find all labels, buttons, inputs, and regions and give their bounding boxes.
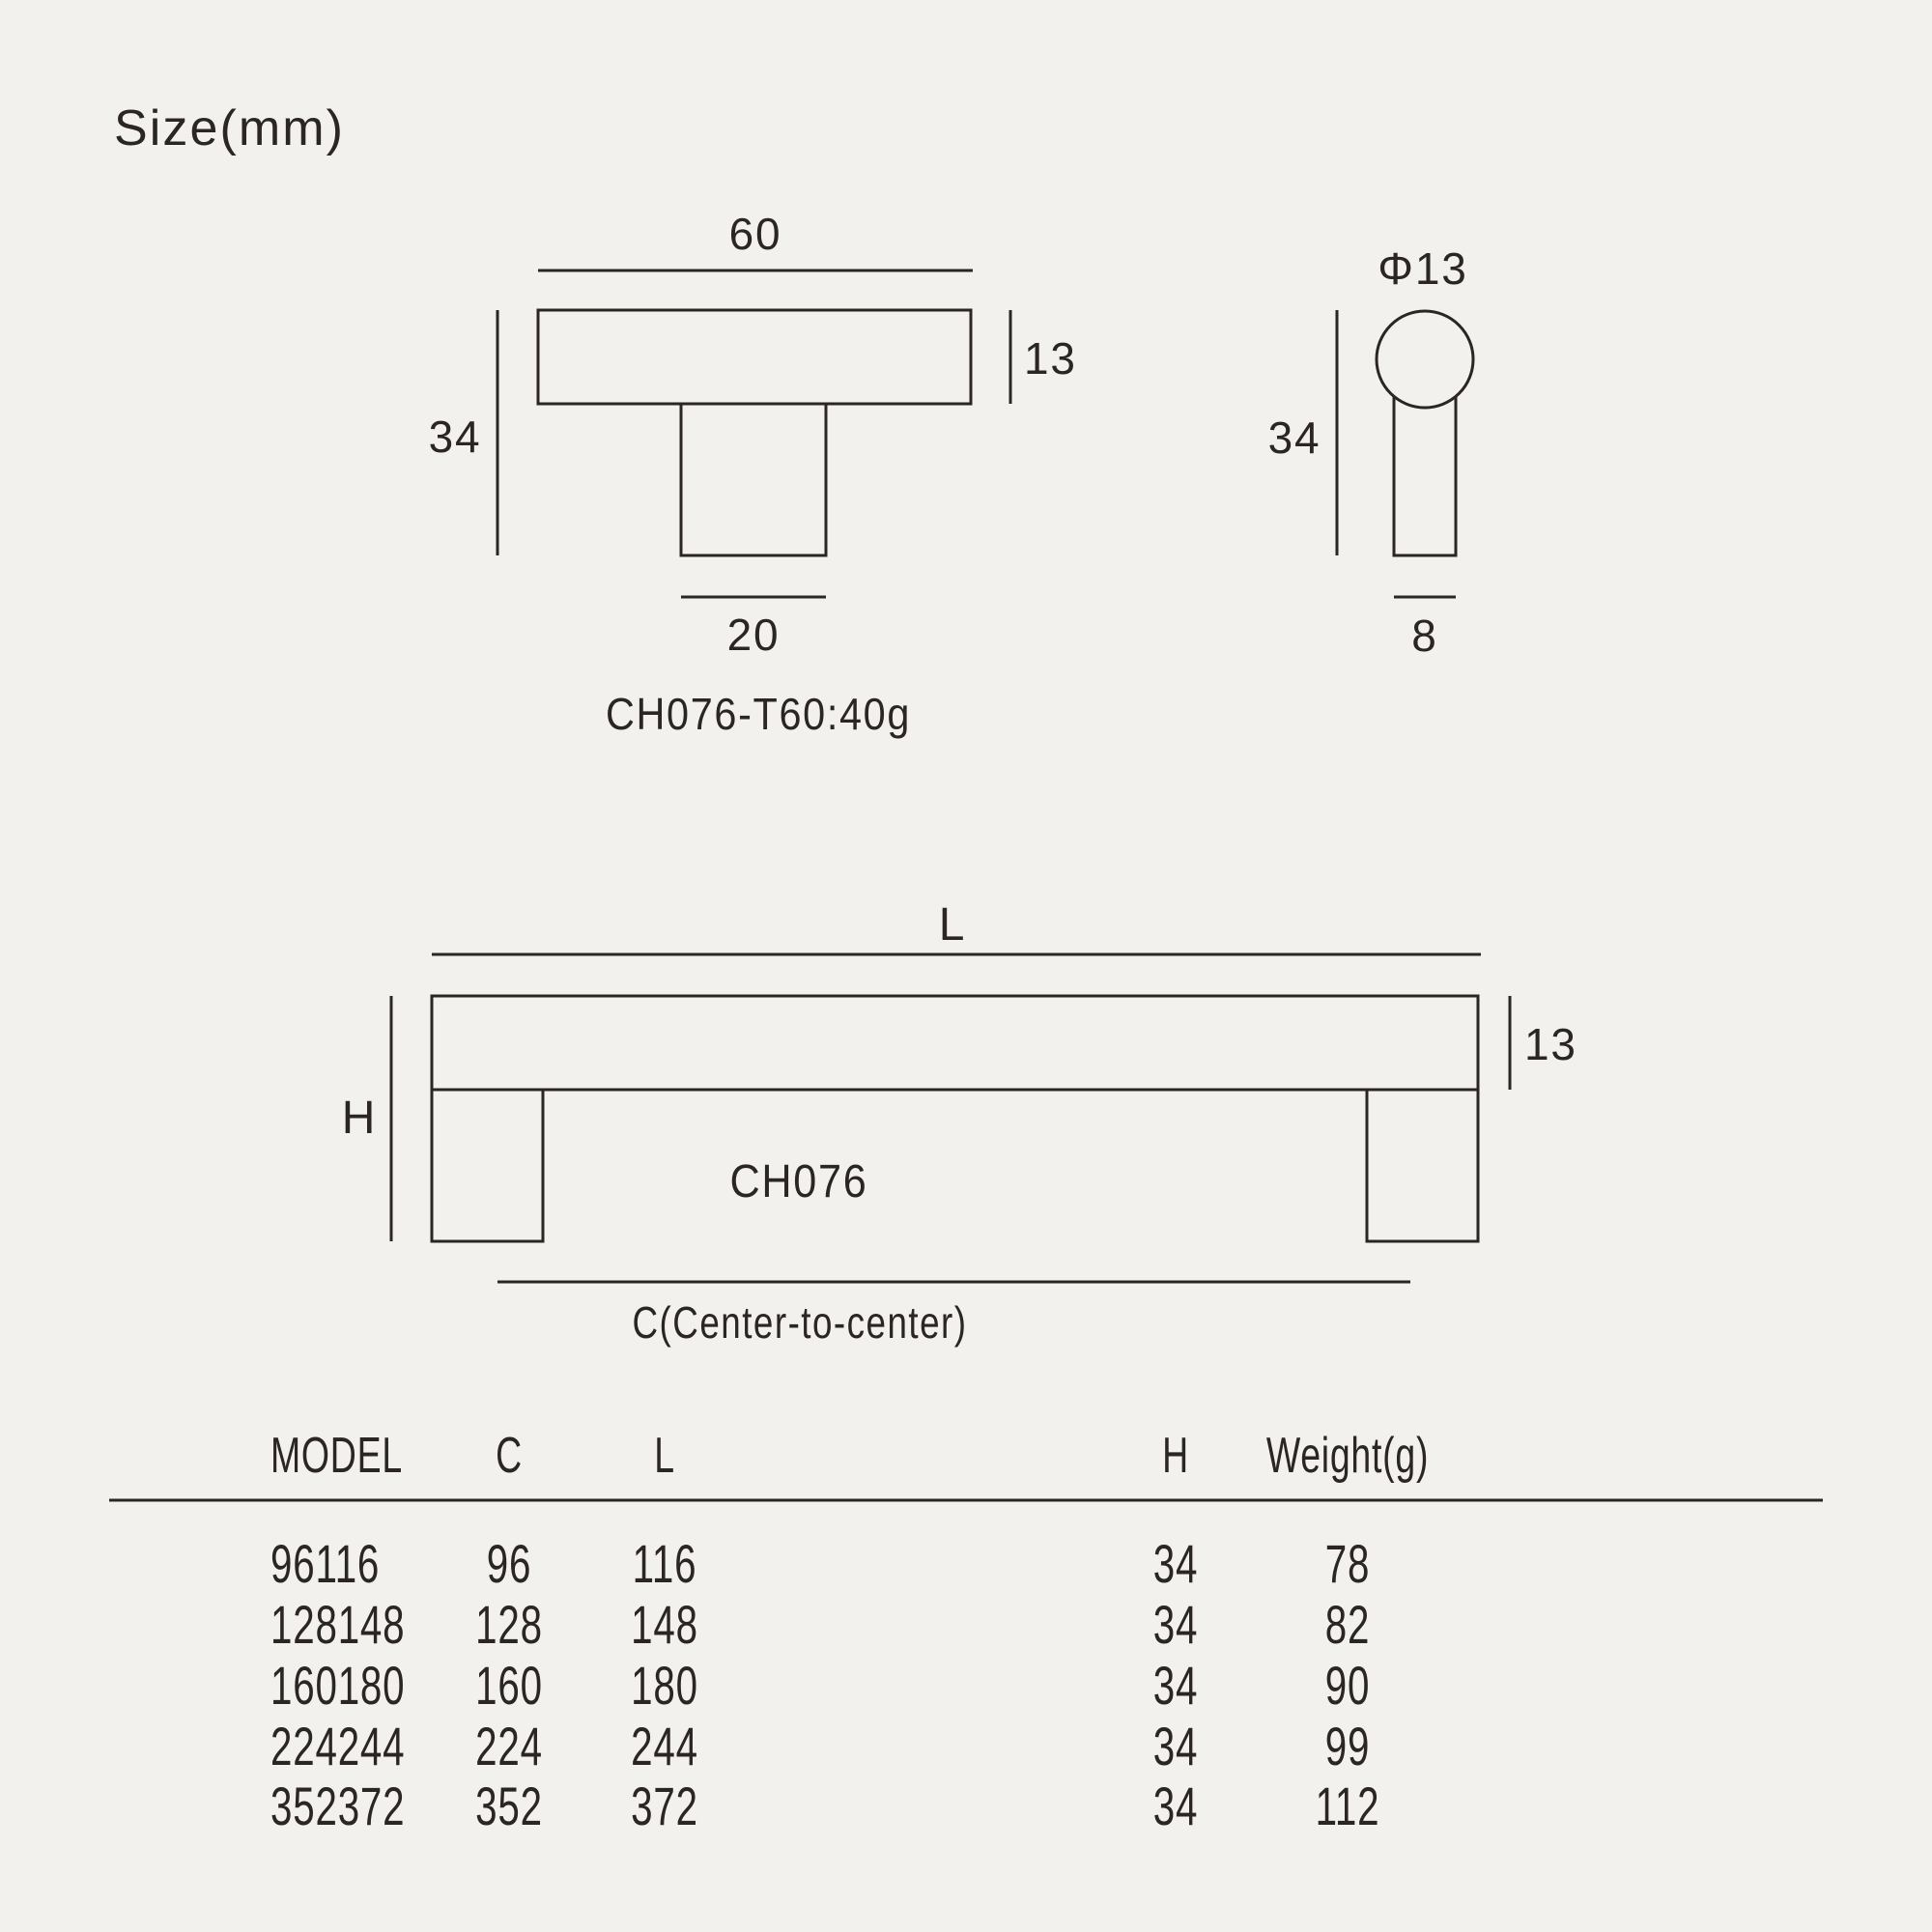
table-header-l: L	[654, 1428, 675, 1484]
cell-h: 34	[1152, 1776, 1199, 1836]
knob-stem-outline	[681, 404, 826, 555]
knob-diameter-label: Φ13	[1378, 243, 1468, 294]
cell-l: 180	[631, 1655, 698, 1716]
knob-side-height-label: 34	[1267, 412, 1321, 463]
cell-h: 34	[1152, 1716, 1199, 1776]
knob-caption: CH076-T60:40g	[605, 689, 912, 739]
cell-l: 372	[631, 1776, 698, 1836]
table-row	[0, 1718, 1932, 1776]
cell-model: 128148	[270, 1594, 406, 1655]
knob-bar-outline	[538, 310, 971, 404]
knob-side-circle	[1377, 311, 1473, 408]
cell-l: 244	[631, 1716, 698, 1776]
cell-model: 352372	[270, 1776, 406, 1836]
knob-side-stem-outline	[1394, 396, 1456, 555]
handle-bar-outline	[432, 996, 1478, 1090]
table-header-c: C	[496, 1428, 523, 1484]
cell-weight: 82	[1324, 1594, 1371, 1655]
table-row	[0, 1777, 1932, 1835]
table-row	[0, 1596, 1932, 1654]
cell-c: 352	[475, 1776, 543, 1836]
knob-stem-width-label: 20	[726, 610, 781, 660]
cell-l: 148	[631, 1594, 698, 1655]
knob-side-depth-label: 8	[1411, 611, 1438, 661]
page-title: Size(mm)	[114, 100, 346, 156]
cell-weight: 99	[1324, 1716, 1371, 1776]
table-row	[0, 1657, 1932, 1715]
handle-center-distance-label: C(Center-to-center)	[632, 1297, 968, 1348]
cell-h: 34	[1152, 1594, 1199, 1655]
cell-l: 116	[632, 1533, 697, 1594]
table-header-row	[0, 1427, 1932, 1485]
handle-left-leg-outline	[432, 1090, 543, 1241]
knob-height-label: 34	[428, 412, 482, 462]
table-row	[0, 1535, 1932, 1593]
handle-length-label: L	[938, 899, 967, 951]
handle-bar-height-label: 13	[1524, 1019, 1577, 1069]
cell-weight: 112	[1315, 1776, 1380, 1836]
cell-weight: 90	[1324, 1655, 1371, 1716]
table-header-h: H	[1162, 1428, 1189, 1484]
table-header-weight: Weight(g)	[1265, 1428, 1430, 1484]
cell-c: 224	[475, 1716, 543, 1776]
cell-weight: 78	[1324, 1533, 1371, 1594]
cell-h: 34	[1152, 1655, 1199, 1716]
handle-right-leg-outline	[1367, 1090, 1478, 1241]
knob-bar-height-label: 13	[1024, 333, 1077, 384]
table-header-model: MODEL	[270, 1428, 403, 1484]
cell-h: 34	[1152, 1533, 1199, 1594]
cell-model: 224244	[270, 1716, 406, 1776]
handle-model-label: CH076	[729, 1156, 868, 1208]
cell-c: 96	[486, 1533, 532, 1594]
knob-width-label: 60	[728, 209, 782, 259]
cell-model: 160180	[270, 1655, 406, 1716]
cell-c: 128	[475, 1594, 543, 1655]
cell-model: 96116	[270, 1533, 381, 1594]
cell-c: 160	[475, 1655, 543, 1716]
handle-height-label: H	[341, 1093, 378, 1144]
